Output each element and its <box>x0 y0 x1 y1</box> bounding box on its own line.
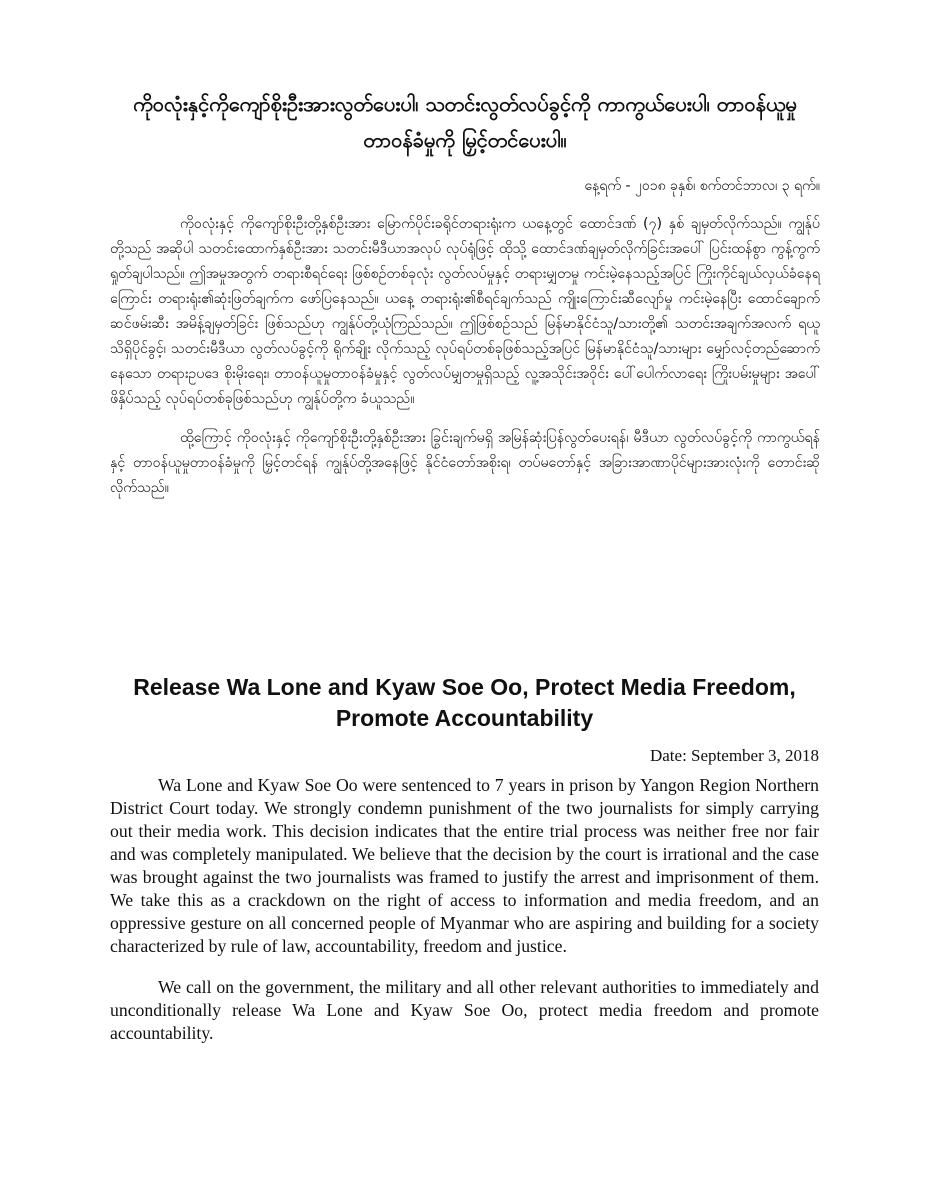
english-statement <box>110 672 819 1063</box>
english-title: Release Wa Lone and Kyaw Soe Oo, Protect Media Freedom, Promote Accountability <box>133 674 796 731</box>
burmese-paragraph-1: ကိုဝလုံးနှင့် ကိုကျော်စိုးဦးတို့နှစ်ဦးအား မြောက်ပိုင်းခရိုင်တရားရုံးက ယနေ့တွင် ထောင်ဒဏ် (၇) နှစ် ချမှတ်လိုက်သည်။ ကျွန်ုပ်တို့သည် အဆိုပါ သတင်းထောက်နှစ်ဦးအား သတင်းမီဒီယာအလုပ် လုပ်ရုံဖြင့် ထိုသို့ ထောင်ဒဏ်ချမှတ်လိုက်ခြင်းအပေါ် ပြင်းထန်စွာ ကွန့်ကွက်ရှုတ်ချပါသည်။ ဤအမှုအတွက် တရားစီရင်ရေး ဖြစ်စဉ်တစ်ခုလုံး လွတ်လပ်မှုနှင့် တရားမျှတမှု ကင်းမဲ့နေသည့်အပြင် ကြိုးကိုင်ချယ်လှယ်ခံနေရကြောင်း တရားရုံး၏ဆုံးဖြတ်ချက်က ဖော်ပြနေသည်။ ယနေ့ တရားရုံး၏စီရင်ချက်သည် ကျိုးကြောင်းဆီလျော်မှု ကင်းမဲ့နေပြီး ထောင်ချောက်ဆင်ဖမ်းဆီး အမိန့်ချမှတ်ခြင်း ဖြစ်သည်ဟု ကျွန်ုပ်တို့ယုံကြည်သည်။ ဤဖြစ်စဉ်သည် မြန်မာနိုင်ငံသူ/သားတို့၏ သတင်းအချက်အလက် ရယူသိရှိပိုင်ခွင့်၊ သတင်းမီဒီယာ လွတ်လပ်ခွင့်ကို ရိုက်ချိုး လိုက်သည့် လုပ်ရပ်တစ်ခုဖြစ်သည့်အပြင် မြန်မာနိုင်ငံသူ/သားများ မျှော်လင့်တည်ဆောက်နေသော တရားဥပဒေ စိုးမိုးရေး၊ တာဝန်ယူမှုတာဝန်ခံမှုနှင့် လွတ်လပ်မျှတမှုရှိသည့် လူ့အသိုင်းအဝိုင်း ပေါ်ပေါက်လာရေး ကြိုးပမ်းမှုများ အပေါ် ဖိနှိပ်သည့် လုပ်ရပ်တစ်ခုဖြစ်သည်ဟု ကျွန်ုပ်တို့က ခံယူသည်။ <box>110 216 820 407</box>
english-date: Date: September 3, 2018 <box>649 746 819 765</box>
english-paragraph-2: We call on the government, the military and all other relevant authorities to immediately and unconditionally release Wa Lone and Kyaw Soe Oo, protect media freedom and promote accountability. <box>110 977 819 1043</box>
burmese-date: နေ့ရက် - ၂၀၁၈ ခုနှစ်၊ စက်တင်ဘာလ၊ ၃ ရက်။ <box>584 178 820 194</box>
burmese-statement <box>110 86 820 515</box>
english-paragraph-1: Wa Lone and Kyaw Soe Oo were sentenced to 7 years in prison by Yangon Region Northern District Court today. We strongly condemn punishment of the two journalists for simply carrying out their media work. This decision indicates that the entire trial process was neither free nor fair and was completely manipulated. We believe that the decision by the court is irrational and the case was brought against the two journalists was framed to justify the arrest and imprisonment of them. We take this as a crackdown on the right of access to information and media freedom, and an oppressive gesture on all concerned people of Myanmar who are aspiring and building for a society characterized by rule of law, accountability, freedom and justice. <box>110 775 819 956</box>
burmese-paragraph-2: ထို့ကြောင့် ကိုဝလုံးနှင့် ကိုကျော်စိုးဦးတို့နှစ်ဦးအား ခြွင်းချက်မရှိ အမြန်ဆုံးပြန်လွတ်ပေးရန်၊ မီဒီယာ လွတ်လပ်ခွင့်ကို ကာကွယ်ရန်နှင့် တာဝန်ယူမှုတာဝန်ခံမှုကို မြှင့်တင်ရန် ကျွန်ုပ်တို့အနေဖြင့် နိုင်ငံတော်အစိုးရ၊ တပ်မတော်နှင့် အခြားအာဏာပိုင်များအားလုံးကို တောင်းဆိုလိုက်သည်။ <box>110 430 820 497</box>
burmese-title: ကိုဝလုံးနှင့်ကိုကျော်စိုးဦးအားလွတ်ပေးပါ၊ သတင်းလွတ်လပ်ခွင့်ကို ကာကွယ်ပေးပါ၊ တာဝန်ယူမှုတာဝန်ခံမှုကို မြှင့်တင်ပေးပါ။ <box>133 92 797 152</box>
